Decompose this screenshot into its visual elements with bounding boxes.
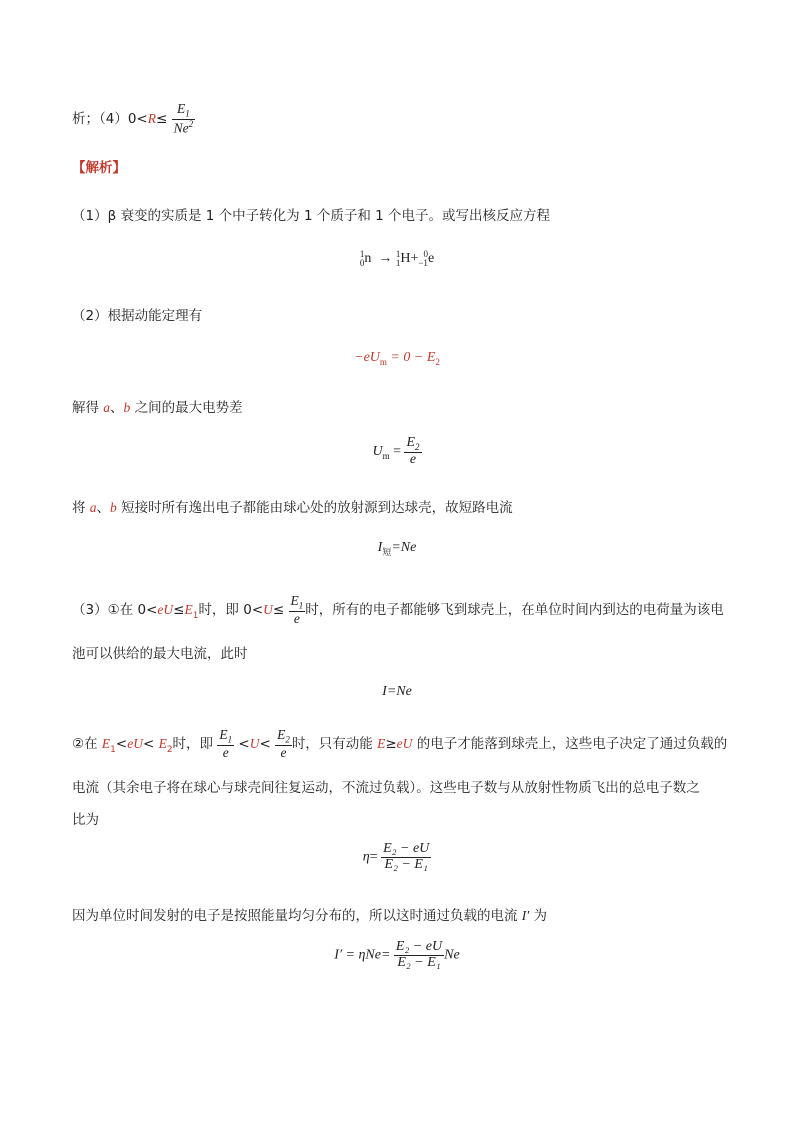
- paragraph-5-line-1: （3）①在 $0<eU\le E_1$时，即 0<U≤ $\frac{E_1}{e}$ 时，所有的电子都能够飞到球壳上，在单位时间内到达的电荷量为该电: [72, 593, 724, 627]
- paragraph-4: 将 a、b 短接时所有逸出电子都能由球心处的放射源到达球壳，故短路电流: [72, 500, 513, 516]
- equation-kinetic: $-eU_m = 0 - E_2$: [354, 350, 440, 367]
- equation-max-potential: $U_m$ = $\frac{E_2}{e}$: [372, 435, 420, 468]
- paragraph-6-line-1: ②在 $E_1<eU< E_2$时，即 $\frac{E_1}{e}$ <U< $\frac{E_2}{e}$ 时，只有动能 E≥eU 的电子才能落到球壳上，这些电子决定了通过负载的: [72, 727, 728, 761]
- paragraph-2: （2）根据动能定理有: [72, 308, 203, 324]
- paragraph-5-line-2: 池可以供给的最大电流，此时: [72, 646, 248, 662]
- equation-nuclear-reaction: 1 0 n → 1 1 H+ 0 −1 e: [359, 249, 435, 268]
- paragraph-6-line-3: 比为: [72, 812, 99, 828]
- paragraph-6-line-2: 电流（其余电子将在球心与球壳间往复运动，不流过负载）。这些电子数与从放射性物质飞出的总电子数之: [72, 780, 700, 796]
- equation-max-current: I=Ne: [382, 684, 412, 699]
- answer-le: ≤: [156, 110, 168, 127]
- answer-line: [72, 102, 195, 136]
- equation-ratio: η= $\frac{\text{E₂ − eU}}{\text{E₂ − E₁}}$: [362, 841, 430, 872]
- answer-fraction: $\frac{E_1}{Ne^2}$: [173, 101, 194, 136]
- equation-load-current: I′ = ηNe= $\frac{\text{E₂ − eU}}{\text{E₂ − E₁}}$ Ne: [334, 939, 460, 970]
- answer-var: R: [147, 110, 156, 126]
- analysis-heading: 【解析】: [72, 160, 126, 176]
- paragraph-1: （1）β 衰变的实质是 1 个中子转化为 1 个质子和 1 个电子。或写出核反应方程: [72, 208, 551, 224]
- paragraph-3: 解得 a、b 之间的最大电势差: [72, 400, 243, 416]
- paragraph-7: 因为单位时间发射的电子是按照能量均匀分布的，所以这时通过负载的电流 I′ 为: [72, 908, 548, 924]
- equation-short-current: $I_短=Ne$: [377, 540, 417, 557]
- answer-prefix: 析；（4）0<: [72, 110, 148, 127]
